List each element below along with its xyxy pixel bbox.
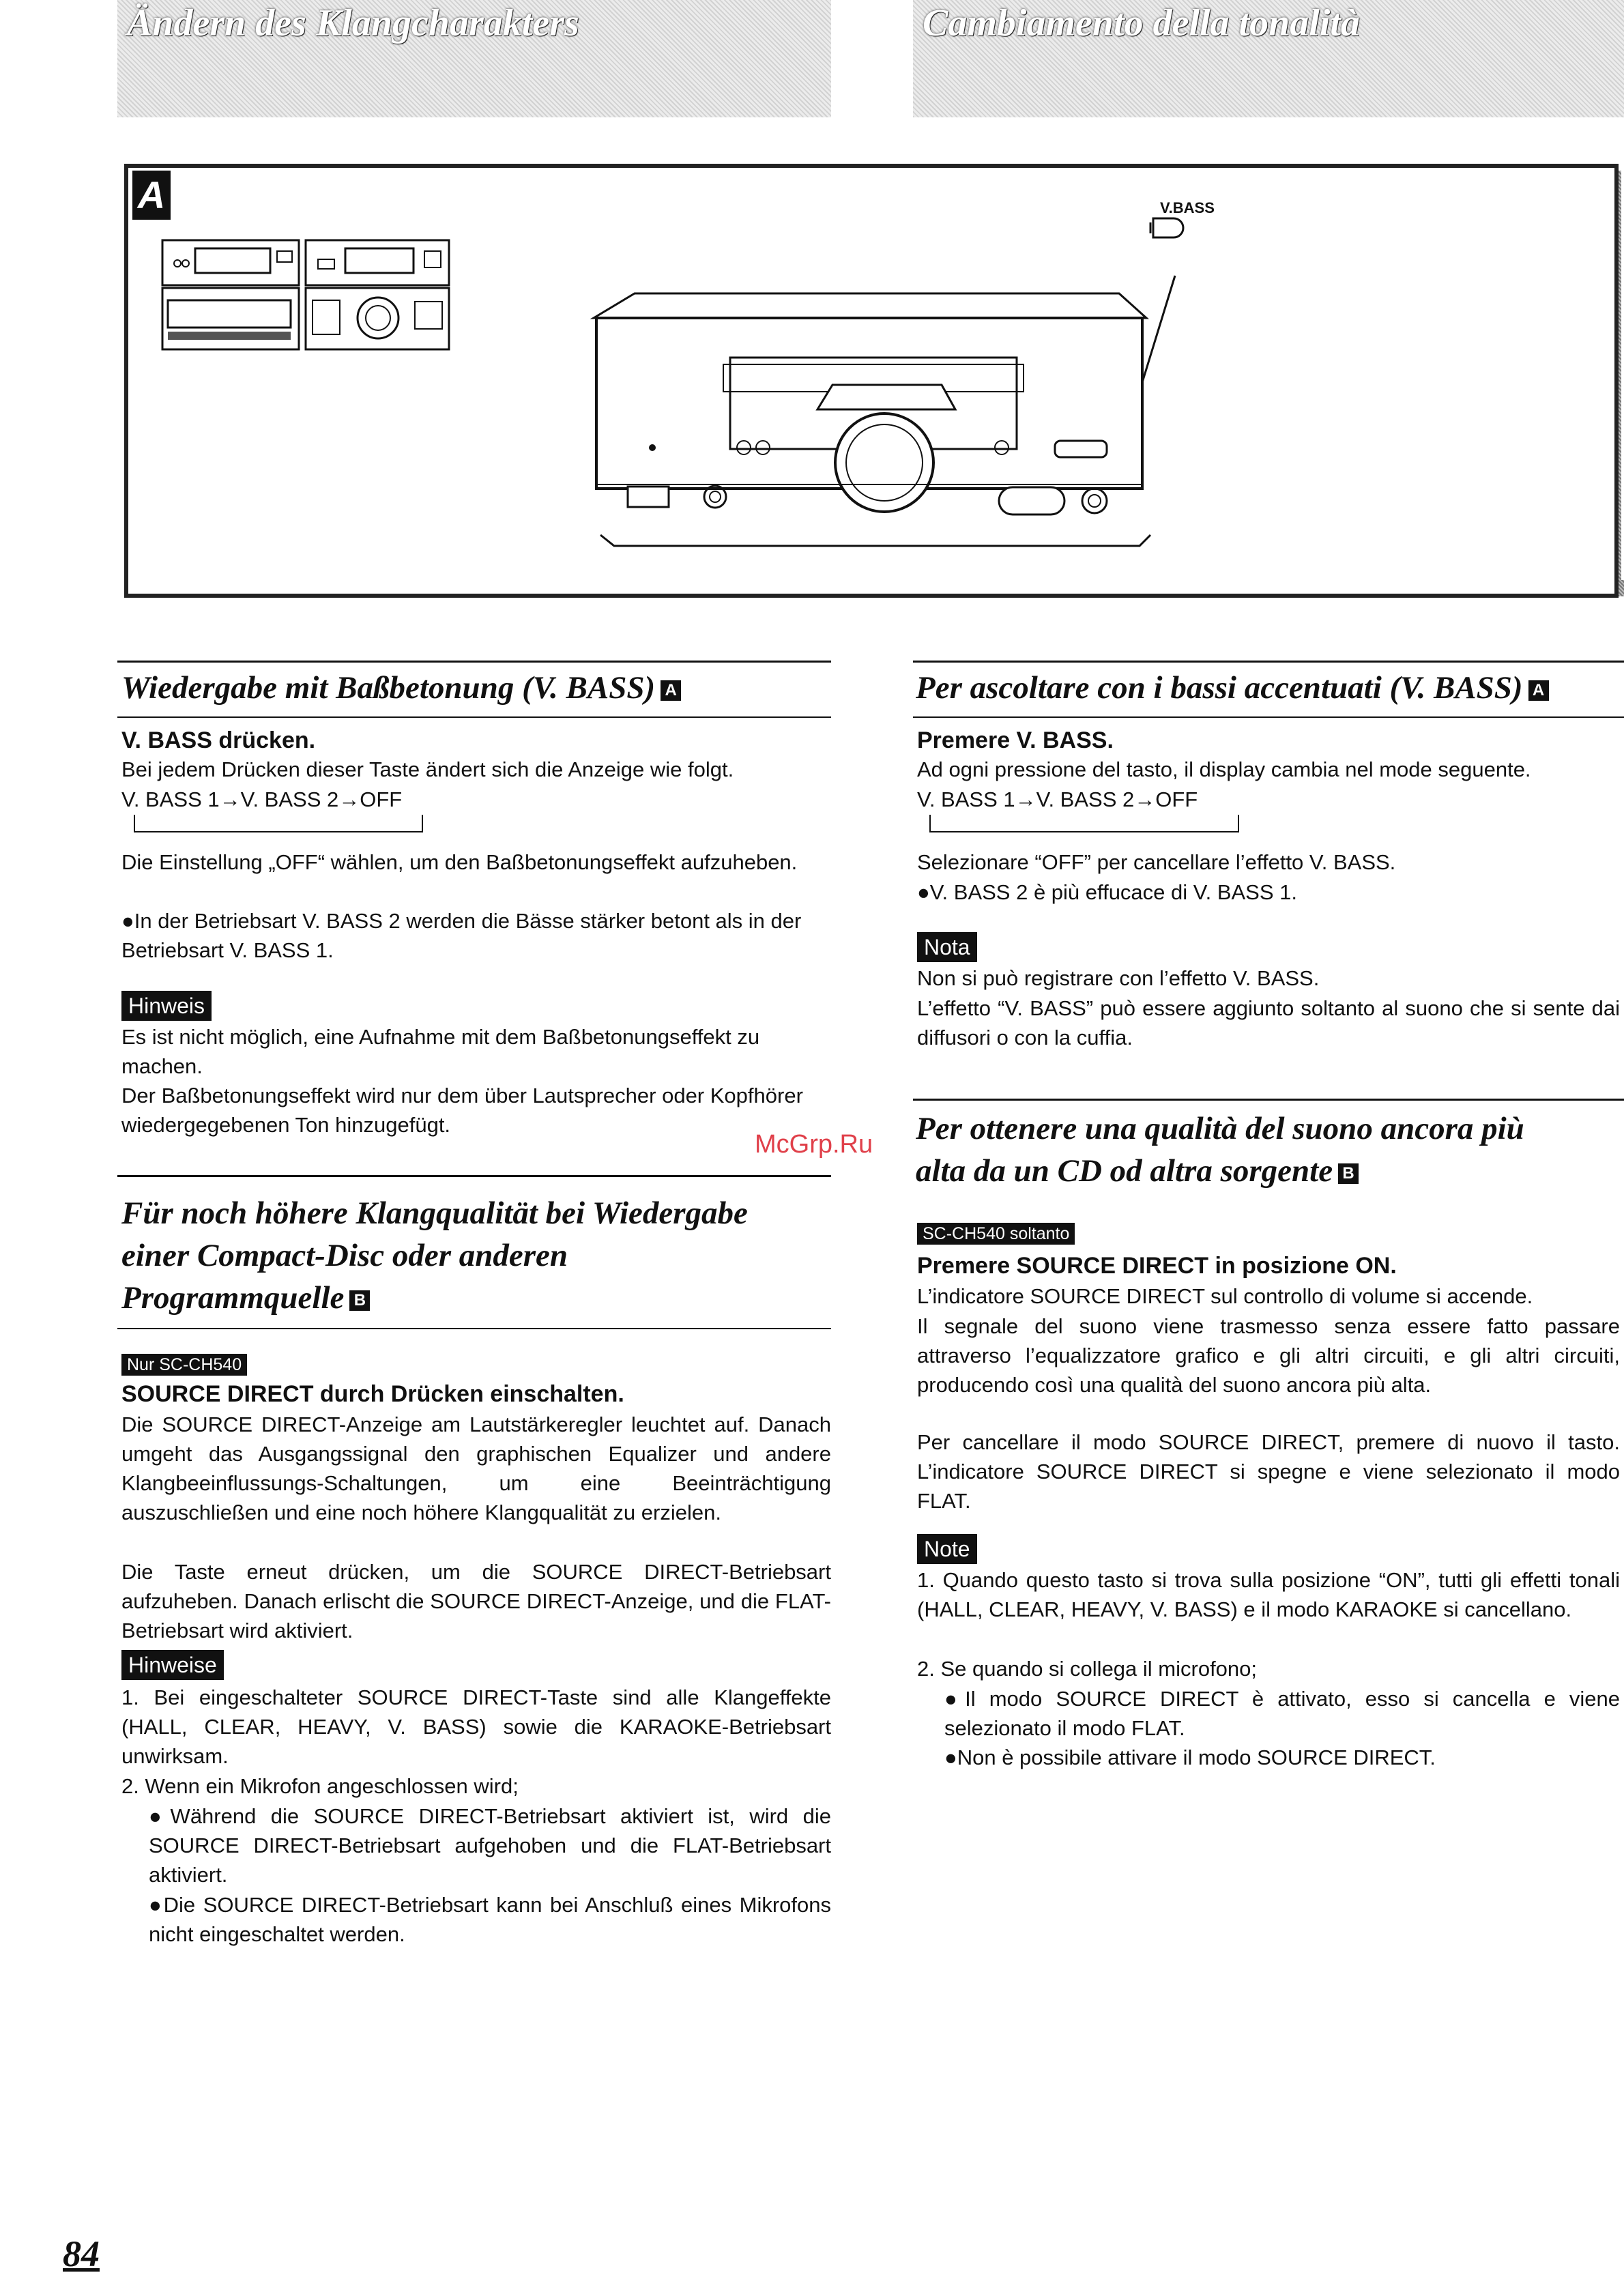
it-vbass-badge: A <box>1528 680 1549 701</box>
de-sd-p2: Die Taste erneut drücken, um die SOURCE DIRECT-Betriebsart aufzuheben. Danach erlischt die SOURCE DIRECT-Anzeige, und die FLAT-Betriebsart wird aktiviert. <box>121 1560 831 1642</box>
figure-badge: A <box>132 171 171 220</box>
de-vbass-p1: Bei jedem Drücken dieser Taste ändert sich die Anzeige wie folgt. <box>121 757 734 781</box>
de-vbass-title-text: Wiedergabe mit Baßbetonung (V. BASS) <box>121 670 656 706</box>
it-sd-p1: L’indicatore SOURCE DIRECT sul controllo di volume si accende. <box>917 1284 1533 1308</box>
de-sd-title-text-3: Programmquelle <box>121 1280 345 1316</box>
de-sd-step: SOURCE DIRECT durch Drücken einschalten. <box>121 1381 624 1407</box>
it-vbass-bullet: ●V. BASS 2 è più effucace di V. BASS 1. <box>917 880 1298 904</box>
de-sd-top-rule <box>117 1175 831 1177</box>
de-sd-p1: Die SOURCE DIRECT-Anzeige am Lautstärkeregler leuchtet auf. Danach umgeht das Ausgangssignal den graphischen Equalizer und andere Klangbeeinflussungs-Schaltungen, um eine Beeinträchtigung auszuschließen und eine noch höhere Klangqualität zu erzielen. <box>121 1412 831 1524</box>
it-sd-title-text-2: alta da un CD od altra sorgente <box>916 1153 1333 1189</box>
de-note-2a: ●Während die SOURCE DIRECT-Betriebsart aktiviert ist, wird die SOURCE DIRECT-Betriebsart aufgehoben und die FLAT-Betriebsart aktiviert. <box>149 1804 831 1887</box>
header-left-bar <box>117 0 831 117</box>
it-note-2a: ●Il modo SOURCE DIRECT è attivato, esso si cancella e viene selezionato il modo FLAT. <box>944 1687 1620 1740</box>
de-vbass-bullet: ●In der Betriebsart V. BASS 2 werden die Bässe stärker betont als in der Betriebsart V. BASS 1. <box>121 909 802 962</box>
de-hinweis-p2: Der Baßbetonungseffekt wird nur dem über Lautsprecher oder Kopfhörer wiedergegebenen Ton hinzugefügt. <box>121 1084 803 1137</box>
de-hinweis-p1: Es ist nicht möglich, eine Aufnahme mit dem Baßbetonungseffekt zu machen. <box>121 1025 760 1078</box>
it-sd-title-line-1: Per ottenere una qualità del suono ancora più <box>916 1111 1524 1146</box>
de-sd-model-label: Nur SC-CH540 <box>121 1354 247 1376</box>
it-vbass-step: Premere V. BASS. <box>917 727 1114 753</box>
de-vbass-step: V. BASS drücken. <box>121 727 316 753</box>
it-sd-top-rule <box>913 1099 1624 1101</box>
it-vbass-sequence: V. BASS 1→V. BASS 2→OFF <box>917 787 1198 811</box>
de-vbass-title <box>121 666 831 710</box>
it-vbass-title <box>916 666 1624 710</box>
de-sd-title-line-3 <box>121 1276 370 1320</box>
it-nota-p1: Non si può registrare con l’effetto V. BASS. <box>917 966 1320 990</box>
de-vbass-top-rule <box>117 661 831 663</box>
it-note-1: 1. Quando questo tasto si trova sulla posizione “ON”, tutti gli effetti tonali (HALL, CLEAR, HEAVY, V. BASS) e il modo KARAOKE si cancellano. <box>917 1568 1620 1621</box>
it-note-2b: ●Non è possibile attivare il modo SOURCE DIRECT. <box>944 1745 1436 1769</box>
de-vbass-bottom-rule <box>117 716 831 718</box>
it-sd-badge: B <box>1338 1163 1359 1184</box>
it-vbass-cycle-arrow <box>929 815 1239 832</box>
de-sd-title-line-2: einer Compact-Disc oder anderen <box>121 1238 568 1273</box>
de-hinweis-label: Hinweis <box>121 991 212 1021</box>
it-sd-p2: Per cancellare il modo SOURCE DIRECT, premere di nuovo il tasto. L’indicatore SOURCE DIRECT si spegne e viene selezionato il modo FLAT. <box>917 1430 1620 1513</box>
watermark: McGrp.Ru <box>755 1130 873 1159</box>
amplifier-illustration <box>587 217 1269 558</box>
it-vbass-title-text: Per ascoltare con i bassi accentuati (V. BASS) <box>916 670 1523 706</box>
header-right-title: Cambiamento della tonalità <box>923 2 1360 44</box>
de-sd-badge: B <box>349 1290 370 1311</box>
de-sd-bottom-rule <box>117 1328 831 1329</box>
de-vbass-p2: Die Einstellung „OFF“ wählen, um den Baßbetonungseffekt aufzuheben. <box>121 850 798 874</box>
it-nota-label: Nota <box>917 932 977 962</box>
it-sd-model-label: SC-CH540 soltanto <box>917 1223 1075 1245</box>
vbass-figure-label: V.BASS <box>1160 199 1215 216</box>
it-note-label: Note <box>917 1534 977 1564</box>
de-vbass-cycle-arrow <box>134 815 423 832</box>
header-right-bar <box>913 0 1624 117</box>
de-vbass-badge: A <box>661 680 681 701</box>
de-note-2: 2. Wenn ein Mikrofon angeschlossen wird; <box>121 1774 519 1798</box>
it-note-2: 2. Se quando si collega il microfono; <box>917 1657 1258 1681</box>
page-number: 84 <box>63 2233 100 2274</box>
it-sd-step: Premere SOURCE DIRECT in posizione ON. <box>917 1253 1397 1279</box>
it-sd-p1b: Il segnale del suono viene trasmesso senza essere fatto passare attraverso l’equalizzatore grafico e gli altri circuiti, e gli altri circuiti, producendo così una qualità del suono ancora più alta. <box>917 1314 1620 1397</box>
de-note-1: 1. Bei eingeschalteter SOURCE DIRECT-Taste sind alle Klangeffekte (HALL, CLEAR, HEAVY, V. BASS) sowie die KARAOKE-Betriebsart unwirksam. <box>121 1685 831 1768</box>
de-note-2b: ●Die SOURCE DIRECT-Betriebsart kann bei Anschluß eines Mikrofons nicht eingeschaltet werden. <box>149 1893 831 1946</box>
it-vbass-top-rule <box>913 661 1624 663</box>
it-nota-p2: L’effetto “V. BASS” può essere aggiunto soltanto al suono che si sente dai diffusori o con la cuffia. <box>917 996 1620 1049</box>
it-vbass-p1: Ad ogni pressione del tasto, il display cambia nel mode seguente. <box>917 757 1531 781</box>
it-sd-title-line-2 <box>916 1149 1359 1193</box>
stereo-system-thumbnail <box>161 239 461 355</box>
it-vbass-bottom-rule <box>913 716 1624 718</box>
de-vbass-sequence: V. BASS 1→V. BASS 2→OFF <box>121 787 403 811</box>
de-hinweise-label: Hinweise <box>121 1650 224 1680</box>
it-vbass-p2: Selezionare “OFF” per cancellare l’effetto V. BASS. <box>917 850 1396 874</box>
de-sd-title-line-1: Für noch höhere Klangqualität bei Wiedergabe <box>121 1196 748 1231</box>
header-left-title: Ändern des Klangcharakters <box>127 2 579 44</box>
